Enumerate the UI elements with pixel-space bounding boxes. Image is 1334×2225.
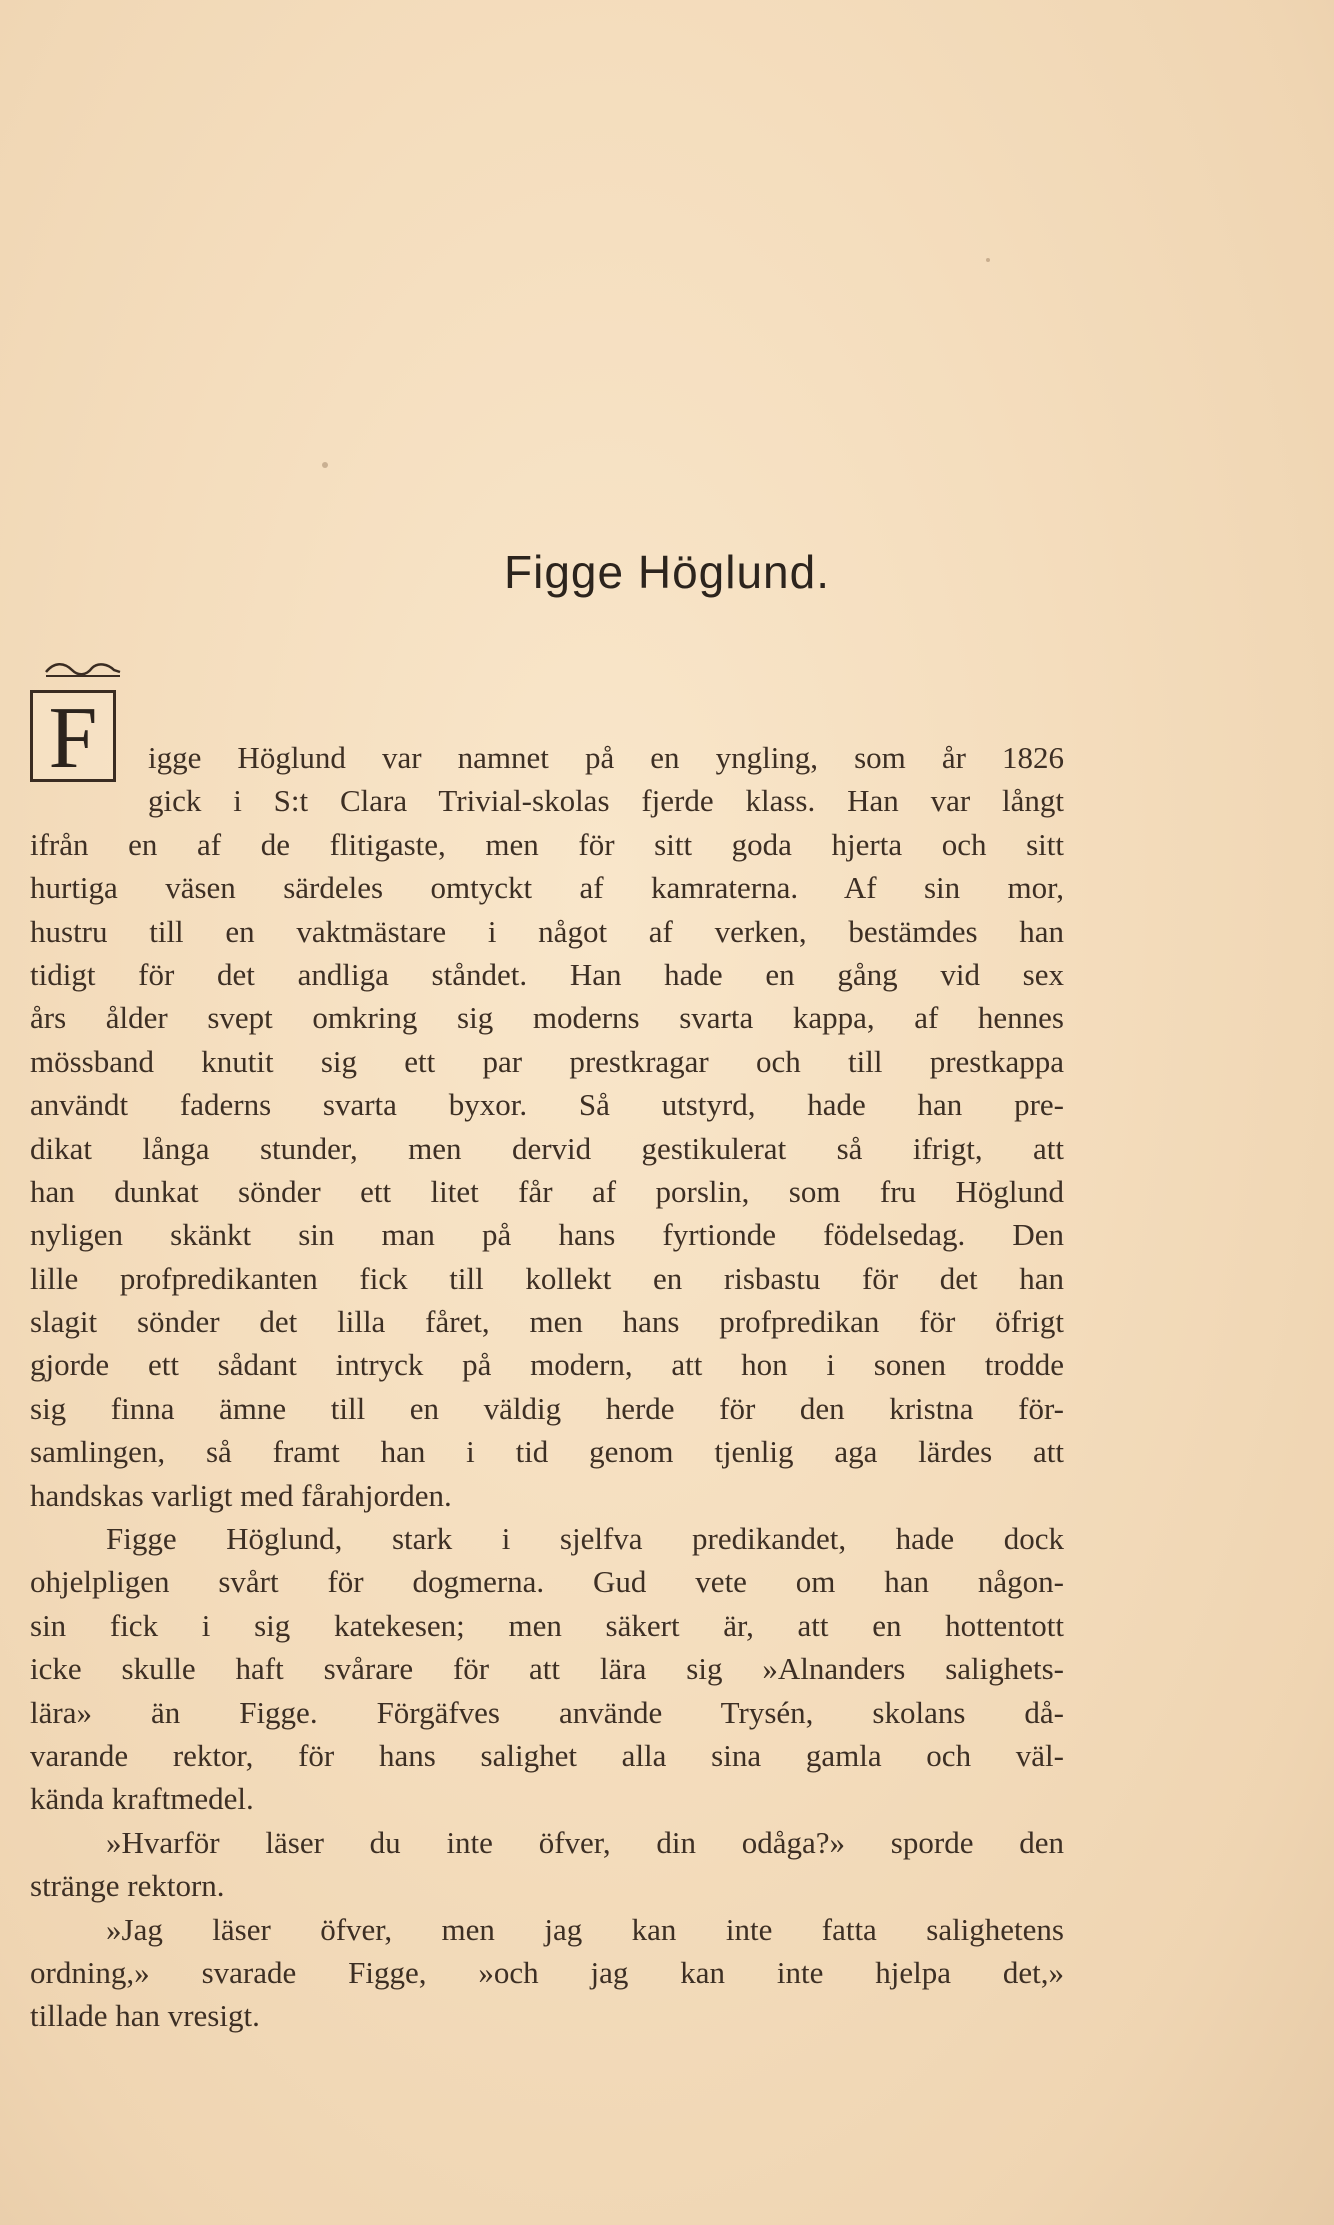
- text-line: hustru till en vaktmästare i något af verken, bestämdes han: [30, 913, 1064, 949]
- text-line: ordning,» svarade Figge, »och jag kan inte hjelpa det,»: [30, 1954, 1064, 1990]
- text-line: sin fick i sig katekesen; men säkert är, att en hottentott: [30, 1607, 1064, 1643]
- text-line: »Hvarför läser du inte öfver, din odåga?» sporde den: [106, 1824, 1064, 1860]
- text-line: kända kraftmedel.: [30, 1781, 254, 1817]
- chapter-title: Figge Höglund.: [504, 546, 830, 598]
- text-line: ohjelpligen svårt för dogmerna. Gud vete om han någon-: [30, 1564, 1064, 1600]
- text-line: hurtiga väsen särdeles omtyckt af kamraterna. Af sin mor,: [30, 870, 1064, 906]
- ornament-flourish: [44, 660, 122, 682]
- text-line: han dunkat sönder ett litet får af porslin, som fru Höglund: [30, 1173, 1064, 1209]
- text-line: ifrån en af de flitigaste, men för sitt goda hjerta och sitt: [30, 826, 1064, 862]
- text-line: dikat långa stunder, men dervid gestikulerat så ifrigt, att: [30, 1130, 1064, 1166]
- text-line: nyligen skänkt sin man på hans fyrtionde födelsedag. Den: [30, 1217, 1064, 1253]
- text-line: tillade han vresigt.: [30, 1998, 260, 2034]
- text-line: användt faderns svarta byxor. Så utstyrd, hade han pre-: [30, 1087, 1064, 1123]
- drop-cap-letter: F: [48, 690, 98, 787]
- text-line: mössband knutit sig ett par prestkragar och till prestkappa: [30, 1043, 1064, 1079]
- text-line: samlingen, så framt han i tid genom tjenlig aga lärdes att: [30, 1434, 1064, 1470]
- text-line: lille profpredikanten fick till kollekt en risbastu för det han: [30, 1260, 1064, 1296]
- text-line: Figge Höglund, stark i sjelfva predikandet, hade dock: [106, 1521, 1064, 1557]
- text-line: igge Höglund var namnet på en yngling, som år 1826: [148, 740, 1064, 775]
- text-line: stränge rektorn.: [30, 1868, 225, 1904]
- text-line: sig finna ämne till en väldig herde för den kristna för-: [30, 1390, 1064, 1426]
- paper-speck: [986, 258, 990, 262]
- text-line: gick i S:t Clara Trivial-skolas fjerde klass. Han var långt: [148, 783, 1064, 819]
- text-line: varande rektor, för hans salighet alla sina gamla och väl-: [30, 1737, 1064, 1773]
- text-line: »Jag läser öfver, men jag kan inte fatta salighetens: [106, 1911, 1064, 1947]
- text-line: gjorde ett sådant intryck på modern, att hon i sonen trodde: [30, 1347, 1064, 1383]
- text-line: års ålder svept omkring sig moderns svarta kappa, af hennes: [30, 1000, 1064, 1036]
- text-line: icke skulle haft svårare för att lära sig »Alnanders salighets-: [30, 1651, 1064, 1687]
- body-text: [30, 736, 1064, 2038]
- paper-speck: [322, 462, 328, 468]
- text-line: tidigt för det andliga ståndet. Han hade en gång vid sex: [30, 956, 1064, 992]
- text-line: lära» än Figge. Förgäfves använde Trysén, skolans då-: [30, 1694, 1064, 1730]
- text-line: handskas varligt med fårahjorden.: [30, 1477, 452, 1513]
- text-line: slagit sönder det lilla fåret, men hans profpredikan för öfrigt: [30, 1304, 1064, 1340]
